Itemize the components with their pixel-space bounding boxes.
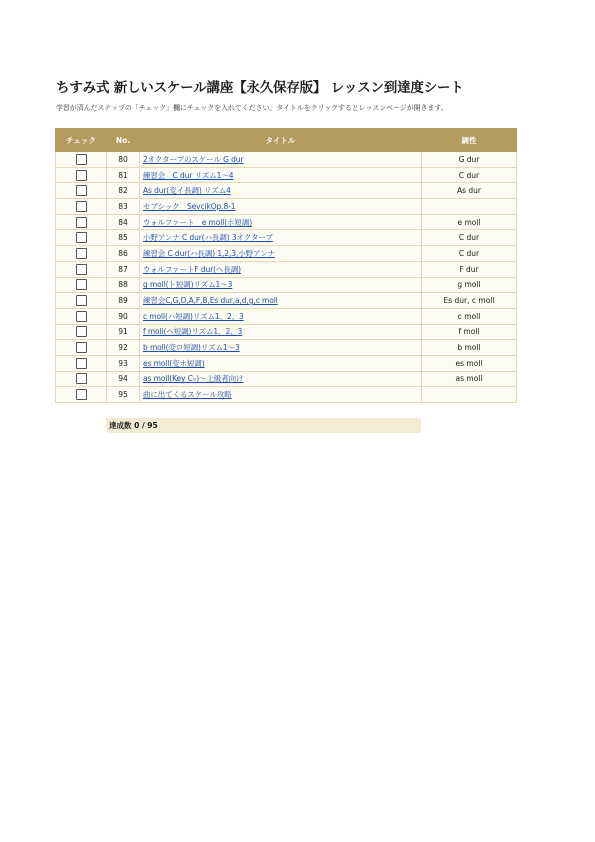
checkbox-icon[interactable] xyxy=(76,248,87,259)
key-cell xyxy=(422,199,517,215)
lesson-number: 80 xyxy=(107,152,140,168)
table-row xyxy=(56,355,517,371)
title-cell xyxy=(140,246,422,262)
check-cell xyxy=(56,308,107,324)
table-row xyxy=(56,230,517,246)
title-cell xyxy=(140,152,422,168)
title-cell xyxy=(140,214,422,230)
lesson-title-link[interactable]: g moll(ト短調)リズム1〜3 xyxy=(143,280,233,290)
lesson-number: 91 xyxy=(107,324,140,340)
lesson-title-link[interactable]: As dur(変イ長調) リズム4 xyxy=(143,186,231,196)
checkbox-icon[interactable] xyxy=(76,154,87,165)
lesson-title-link[interactable]: 小野アンナ C dur(ハ長調) 3オクターブ xyxy=(143,233,273,243)
table-header-row xyxy=(56,129,517,152)
table-row xyxy=(56,340,517,356)
table-row xyxy=(56,246,517,262)
title-cell xyxy=(140,261,422,277)
checkbox-icon[interactable] xyxy=(76,279,87,290)
check-cell xyxy=(56,199,107,215)
title-cell xyxy=(140,183,422,199)
check-cell xyxy=(56,230,107,246)
check-cell xyxy=(56,261,107,277)
title-cell xyxy=(140,230,422,246)
key-cell: C dur xyxy=(422,230,517,246)
lesson-number: 82 xyxy=(107,183,140,199)
title-cell xyxy=(140,308,422,324)
title-cell xyxy=(140,340,422,356)
key-cell: c moll xyxy=(422,308,517,324)
lesson-number: 92 xyxy=(107,340,140,356)
lesson-title-link[interactable]: as moll(Key C♭)〜上級者向け xyxy=(143,374,244,384)
title-cell xyxy=(140,355,422,371)
lesson-number: 86 xyxy=(107,246,140,262)
checkbox-icon[interactable] xyxy=(76,185,87,196)
title-cell xyxy=(140,167,422,183)
achievement-summary: 達成数 0 / 95 xyxy=(106,418,421,433)
lesson-title-link[interactable]: ウォルファートF dur(ヘ長調) xyxy=(143,264,241,274)
title-cell xyxy=(140,199,422,215)
lesson-number: 85 xyxy=(107,230,140,246)
lesson-title-link[interactable]: 曲に出てくるスケール攻略 xyxy=(143,390,232,400)
lesson-number: 81 xyxy=(107,167,140,183)
check-cell xyxy=(56,277,107,293)
key-cell: g moll xyxy=(422,277,517,293)
title-cell xyxy=(140,277,422,293)
checkbox-icon[interactable] xyxy=(76,201,87,212)
table-row xyxy=(56,183,517,199)
table-row xyxy=(56,293,517,309)
title-cell xyxy=(140,293,422,309)
checkbox-icon[interactable] xyxy=(76,358,87,369)
check-cell xyxy=(56,371,107,387)
table-row xyxy=(56,324,517,340)
lesson-number: 94 xyxy=(107,371,140,387)
key-cell: C dur xyxy=(422,246,517,262)
lesson-title-link[interactable]: b moll(変ロ短調)リズム1〜3 xyxy=(143,343,240,353)
check-cell xyxy=(56,214,107,230)
lesson-title-link[interactable]: f moll(ヘ短調)リズム1、2、3 xyxy=(143,327,243,337)
lesson-number: 93 xyxy=(107,355,140,371)
page-instructions: 学習が済んだステップの「チェック」欄にチェックを入れてください。タイトルをクリックするとレッスンページが開きます。 xyxy=(56,104,448,112)
check-cell xyxy=(56,152,107,168)
checkbox-icon[interactable] xyxy=(76,389,87,400)
header-title: タイトル xyxy=(140,129,422,152)
lesson-number: 88 xyxy=(107,277,140,293)
table-row xyxy=(56,277,517,293)
page-title: ちすみ式 新しいスケール講座【永久保存版】 レッスン到達度シート xyxy=(56,80,464,96)
lesson-number: 84 xyxy=(107,214,140,230)
checkbox-icon[interactable] xyxy=(76,373,87,384)
check-cell xyxy=(56,167,107,183)
key-cell: Es dur, c moll xyxy=(422,293,517,309)
table-row xyxy=(56,308,517,324)
checkbox-icon[interactable] xyxy=(76,311,87,322)
table-body xyxy=(56,152,517,403)
check-cell xyxy=(56,183,107,199)
lesson-number: 90 xyxy=(107,308,140,324)
check-cell xyxy=(56,340,107,356)
lesson-number: 87 xyxy=(107,261,140,277)
check-cell xyxy=(56,293,107,309)
checkbox-icon[interactable] xyxy=(76,295,87,306)
header-check: チェック xyxy=(56,129,107,152)
checkbox-icon[interactable] xyxy=(76,232,87,243)
table-row xyxy=(56,371,517,387)
lesson-title-link[interactable]: 2オクターブのスケール G dur xyxy=(143,154,244,164)
lesson-title-link[interactable]: c moll(ハ短調)リズム1、2、3 xyxy=(143,311,244,321)
lesson-title-link[interactable]: es moll(変ホ短調) xyxy=(143,358,205,368)
lesson-title-link[interactable]: 練習会C,G,D,A,F,B,Es dur,a,d,g,c moll xyxy=(143,296,278,306)
lesson-number: 95 xyxy=(107,387,140,403)
progress-table xyxy=(55,128,517,403)
header-no: No. xyxy=(107,129,140,152)
key-cell: C dur xyxy=(422,167,517,183)
key-cell: es moll xyxy=(422,355,517,371)
title-cell xyxy=(140,387,422,403)
check-cell xyxy=(56,355,107,371)
lesson-title-link[interactable]: ウォルファート e moll(ホ短調) xyxy=(143,217,253,227)
checkbox-icon[interactable] xyxy=(76,326,87,337)
key-cell: e moll xyxy=(422,214,517,230)
key-cell: b moll xyxy=(422,340,517,356)
table-row xyxy=(56,387,517,403)
header-key: 調性 xyxy=(422,129,517,152)
table-row xyxy=(56,167,517,183)
key-cell: F dur xyxy=(422,261,517,277)
lesson-title-link[interactable]: 練習会 C dur リズム1〜4 xyxy=(143,170,234,180)
key-cell: As dur xyxy=(422,183,517,199)
checkbox-icon[interactable] xyxy=(76,264,87,275)
lesson-number: 89 xyxy=(107,293,140,309)
key-cell: G dur xyxy=(422,152,517,168)
lesson-title-link[interactable]: セブシック SevcikOp.8-1 xyxy=(143,201,236,211)
table-row xyxy=(56,152,517,168)
checkbox-icon[interactable] xyxy=(76,342,87,353)
title-cell xyxy=(140,324,422,340)
table-row xyxy=(56,261,517,277)
checkbox-icon[interactable] xyxy=(76,217,87,228)
lesson-number: 83 xyxy=(107,199,140,215)
key-cell: as moll xyxy=(422,371,517,387)
checkbox-icon[interactable] xyxy=(76,170,87,181)
key-cell xyxy=(422,387,517,403)
lesson-title-link[interactable]: 練習会 C dur(ハ長調) 1,2,3,小野アンナ xyxy=(143,248,275,258)
table-row xyxy=(56,214,517,230)
check-cell xyxy=(56,246,107,262)
table-row xyxy=(56,199,517,215)
check-cell xyxy=(56,324,107,340)
title-cell xyxy=(140,371,422,387)
key-cell: f moll xyxy=(422,324,517,340)
check-cell xyxy=(56,387,107,403)
